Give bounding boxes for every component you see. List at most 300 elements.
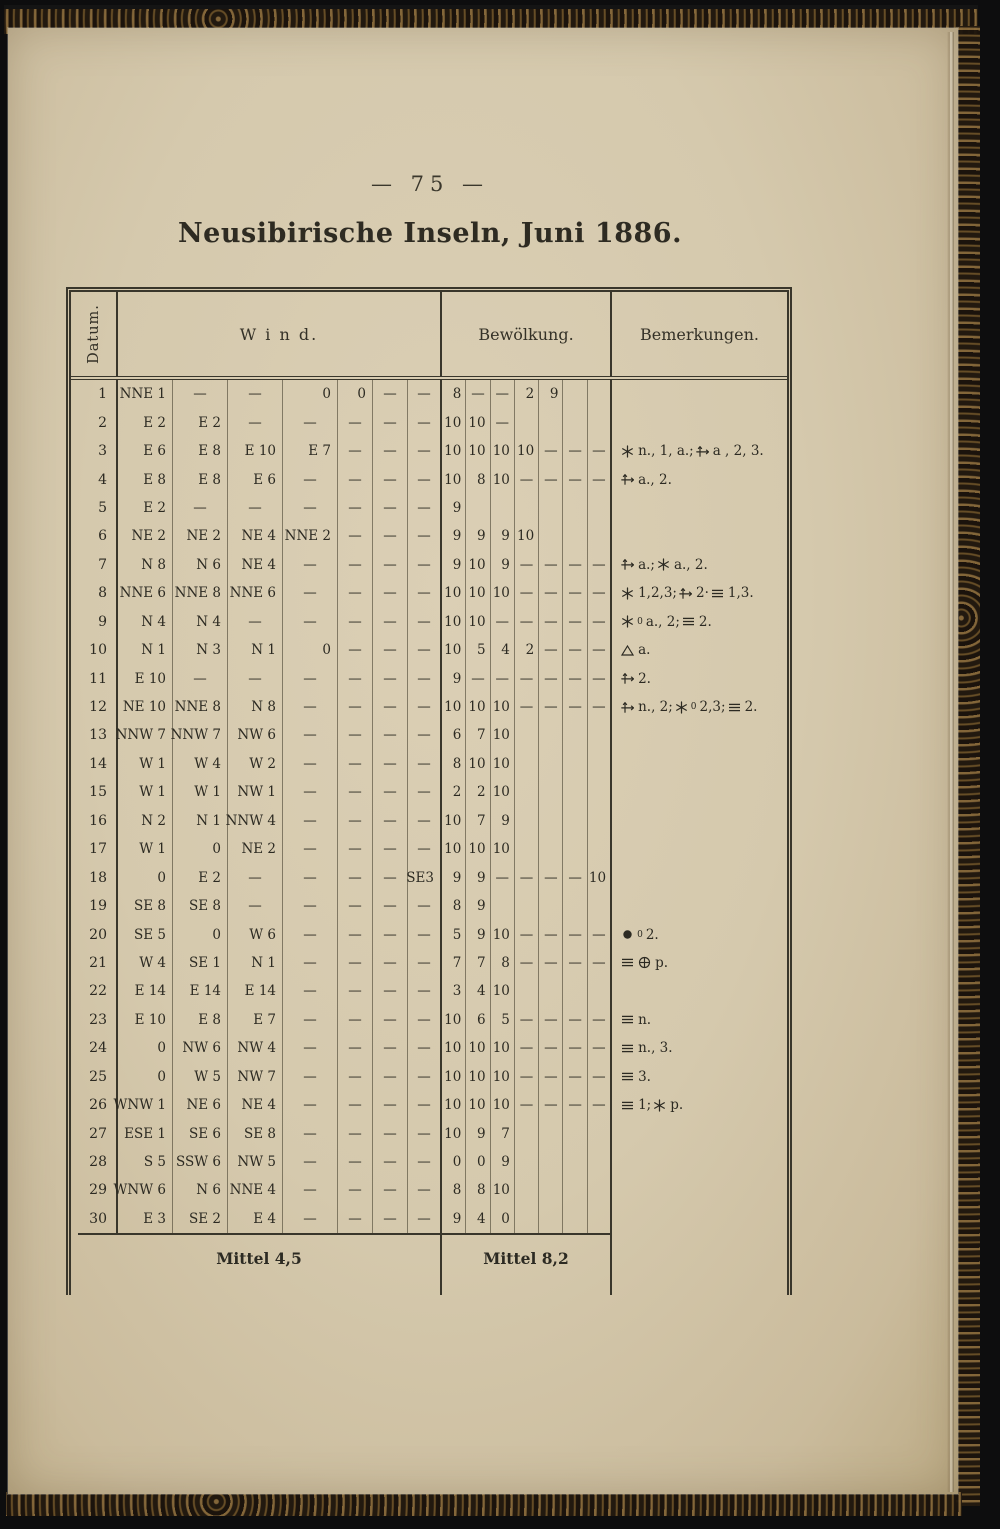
- wind-cell: —: [283, 408, 338, 436]
- wind-cell: —: [338, 494, 373, 522]
- cloud-cover-cell: 9: [466, 863, 490, 891]
- cloud-cover-cell: 10: [491, 579, 515, 607]
- cloud-cover-cell: 10: [442, 1119, 466, 1147]
- cloud-cover-cell: —: [491, 408, 515, 436]
- datum-cell: 10: [71, 636, 118, 664]
- cloud-cover-cell: —: [515, 1034, 539, 1062]
- cloud-cover-cell: 10: [466, 437, 490, 465]
- wind-cell: —: [408, 977, 442, 1005]
- cloud-cover-cell: 10: [466, 835, 490, 863]
- table-row: [71, 1034, 787, 1062]
- cloud-cover-cell: 7: [466, 807, 490, 835]
- wind-cell: 0: [338, 380, 373, 408]
- wind-cell: W 1: [118, 778, 173, 806]
- cloud-cover-cell: —: [539, 1006, 563, 1034]
- wind-cell: W 4: [118, 949, 173, 977]
- cloud-cover-cell: [539, 494, 563, 522]
- cloud-cover-cell: 9: [442, 863, 466, 891]
- wind-cell: NW 6: [228, 721, 283, 749]
- cloud-cover-cell: 10: [442, 608, 466, 636]
- wind-cell: NE 6: [173, 1091, 228, 1119]
- cloud-cover-cell: —: [588, 664, 612, 692]
- wind-cell: —: [373, 1148, 408, 1176]
- page: [8, 28, 958, 1494]
- datum-cell: 14: [71, 750, 118, 778]
- wind-cell: —: [283, 551, 338, 579]
- cloud-cover-cell: [515, 750, 539, 778]
- remarks-cell: a.; a., 2.: [612, 551, 787, 579]
- wind-cell: N 6: [173, 1176, 228, 1204]
- datum-cell: 21: [71, 949, 118, 977]
- wind-cell: —: [283, 1148, 338, 1176]
- wind-cell: —: [283, 835, 338, 863]
- cloud-cover-cell: 10: [515, 437, 539, 465]
- cloud-cover-cell: 0: [442, 1148, 466, 1176]
- cloud-cover-cell: —: [563, 465, 587, 493]
- wind-cell: —: [283, 579, 338, 607]
- remarks-cell: n., 1, a.; a , 2, 3.: [612, 437, 787, 465]
- cloud-cover-cell: 10: [466, 608, 490, 636]
- wind-cell: NW 6: [173, 1034, 228, 1062]
- wind-cell: —: [338, 1176, 373, 1204]
- wind-cell: W 2: [228, 750, 283, 778]
- wind-cell: —: [373, 1091, 408, 1119]
- wind-cell: NNE 8: [173, 579, 228, 607]
- snowdrift-arrow-icon: [621, 558, 634, 571]
- wind-cell: —: [408, 608, 442, 636]
- cloud-cover-cell: —: [563, 949, 587, 977]
- cloud-cover-cell: 10: [442, 636, 466, 664]
- wind-cell: —: [228, 892, 283, 920]
- cloud-cover-cell: 10: [491, 721, 515, 749]
- cloud-cover-cell: 0: [491, 1205, 515, 1233]
- table-row: [71, 1205, 787, 1233]
- cloud-cover-cell: —: [539, 920, 563, 948]
- wind-cell: —: [338, 1006, 373, 1034]
- cloud-cover-cell: [588, 835, 612, 863]
- table-row: [71, 636, 787, 664]
- cloud-cover-cell: —: [491, 380, 515, 408]
- cloud-cover-cell: —: [588, 949, 612, 977]
- wind-cell: —: [408, 1006, 442, 1034]
- cloud-cover-cell: 9: [442, 551, 466, 579]
- cloud-cover-cell: —: [539, 863, 563, 891]
- remarks-cell: p.: [612, 949, 787, 977]
- cloud-cover-cell: [515, 1205, 539, 1233]
- datum-cell: 28: [71, 1148, 118, 1176]
- cloud-cover-cell: 9: [491, 551, 515, 579]
- wind-cell: —: [283, 465, 338, 493]
- cloud-cover-cell: —: [515, 693, 539, 721]
- cloud-cover-cell: 7: [466, 949, 490, 977]
- cloud-cover-cell: [515, 892, 539, 920]
- wind-cell: 0: [283, 380, 338, 408]
- cloud-cover-cell: —: [588, 1091, 612, 1119]
- cloud-cover-cell: —: [588, 437, 612, 465]
- wind-cell: NW 7: [228, 1063, 283, 1091]
- cloud-cover-cell: 10: [491, 778, 515, 806]
- wind-cell: —: [408, 522, 442, 550]
- cloud-cover-cell: [563, 522, 587, 550]
- datum-cell: 8: [71, 579, 118, 607]
- cloud-cover-cell: 9: [466, 522, 490, 550]
- cloud-cover-cell: 10: [442, 693, 466, 721]
- cloud-cover-cell: —: [515, 608, 539, 636]
- remarks-cell: a.: [612, 636, 787, 664]
- cloud-cover-cell: 10: [491, 1091, 515, 1119]
- wind-cell: —: [283, 920, 338, 948]
- cloud-cover-cell: —: [539, 693, 563, 721]
- remarks-cell: [612, 494, 787, 522]
- cloud-cover-cell: —: [563, 1091, 587, 1119]
- wind-cell: —: [373, 721, 408, 749]
- datum-cell: 18: [71, 863, 118, 891]
- wind-cell: —: [283, 892, 338, 920]
- cloud-cover-cell: 10: [491, 693, 515, 721]
- snowfall-icon: [657, 558, 670, 571]
- cloud-cover-cell: —: [563, 437, 587, 465]
- wind-cell: E 7: [228, 1006, 283, 1034]
- wind-cell: —: [228, 664, 283, 692]
- wind-cell: —: [283, 1091, 338, 1119]
- cloud-cover-cell: 10: [442, 579, 466, 607]
- wind-cell: —: [373, 636, 408, 664]
- remarks-cell: [612, 835, 787, 863]
- cloud-cover-cell: [515, 835, 539, 863]
- cloud-cover-cell: 8: [491, 949, 515, 977]
- wind-cell: —: [373, 1176, 408, 1204]
- datum-cell: 29: [71, 1176, 118, 1204]
- cloud-cover-cell: [539, 1176, 563, 1204]
- cloud-cover-cell: [563, 1119, 587, 1147]
- cloud-cover-cell: [515, 494, 539, 522]
- datum-cell: 7: [71, 551, 118, 579]
- cloud-cover-cell: 10: [588, 863, 612, 891]
- wind-cell: —: [283, 1034, 338, 1062]
- cloud-cover-cell: 10: [466, 750, 490, 778]
- datum-cell: 1: [71, 380, 118, 408]
- wind-cell: —: [373, 1063, 408, 1091]
- wind-cell: NNW 7: [173, 721, 228, 749]
- cloud-cover-cell: 6: [442, 721, 466, 749]
- wind-cell: —: [338, 863, 373, 891]
- cloud-cover-cell: 5: [491, 1006, 515, 1034]
- cloud-cover-cell: 10: [491, 977, 515, 1005]
- wind-cell: —: [408, 494, 442, 522]
- wind-cell: —: [373, 380, 408, 408]
- wind-cell: —: [228, 863, 283, 891]
- wind-cell: —: [338, 408, 373, 436]
- cloud-cover-cell: 10: [491, 835, 515, 863]
- wind-cell: —: [408, 437, 442, 465]
- wind-cell: E 14: [228, 977, 283, 1005]
- wind-cell: W 5: [173, 1063, 228, 1091]
- wind-cell: 0: [118, 1063, 173, 1091]
- cloud-cover-cell: 8: [442, 1176, 466, 1204]
- wind-cell: —: [283, 693, 338, 721]
- wind-cell: —: [338, 778, 373, 806]
- wind-cell: —: [338, 920, 373, 948]
- datum-cell: 22: [71, 977, 118, 1005]
- table-row: [71, 1176, 787, 1204]
- table-row: [71, 494, 787, 522]
- wind-cell: SE 1: [173, 949, 228, 977]
- wind-cell: —: [373, 494, 408, 522]
- snowdrift-arrow-icon: [696, 445, 709, 458]
- wind-cell: —: [373, 1034, 408, 1062]
- snowfall-icon: [621, 587, 634, 600]
- wind-cell: —: [408, 1034, 442, 1062]
- wind-cell: SE3: [408, 863, 442, 891]
- remarks-cell: [612, 778, 787, 806]
- wind-cell: SE 2: [173, 1205, 228, 1233]
- cloud-cover-cell: —: [491, 863, 515, 891]
- cloud-cover-cell: —: [515, 579, 539, 607]
- datum-cell: 9: [71, 608, 118, 636]
- cloud-cover-cell: —: [588, 465, 612, 493]
- cloud-cover-cell: 9: [466, 920, 490, 948]
- cloud-cover-cell: —: [539, 1091, 563, 1119]
- cloud-cover-cell: —: [539, 465, 563, 493]
- cloud-mean-label: Mittel 8,2: [483, 1249, 569, 1269]
- wind-cell: SE 8: [228, 1119, 283, 1147]
- wind-cell: S 5: [118, 1148, 173, 1176]
- wind-cell: E 10: [118, 1006, 173, 1034]
- cloud-cover-cell: —: [563, 608, 587, 636]
- wind-cell: —: [338, 465, 373, 493]
- cloud-cover-cell: [563, 750, 587, 778]
- wind-cell: —: [338, 807, 373, 835]
- wind-cell: —: [173, 380, 228, 408]
- wind-mean-label: Mittel 4,5: [216, 1249, 302, 1269]
- cloud-cover-cell: [491, 494, 515, 522]
- cloud-cover-cell: [588, 1148, 612, 1176]
- wind-cell: —: [373, 807, 408, 835]
- datum-cell: 6: [71, 522, 118, 550]
- book-cover-edge-right: [956, 26, 980, 1506]
- cloud-cover-cell: —: [588, 1034, 612, 1062]
- remarks-cell: [612, 1119, 787, 1147]
- cloud-cover-cell: [563, 835, 587, 863]
- wind-cell: —: [283, 608, 338, 636]
- wind-cell: —: [408, 664, 442, 692]
- wind-cell: N 8: [228, 693, 283, 721]
- wind-cell: —: [408, 1205, 442, 1233]
- remarks-cell: [612, 1205, 787, 1233]
- cloud-cover-cell: —: [539, 636, 563, 664]
- cloud-cover-cell: 10: [491, 1176, 515, 1204]
- datum-cell: 20: [71, 920, 118, 948]
- header-datum-label: Datum.: [85, 304, 102, 364]
- wind-cell: E 10: [228, 437, 283, 465]
- fog-icon: [682, 615, 695, 628]
- cloud-cover-cell: 9: [442, 1205, 466, 1233]
- table-row: [71, 608, 787, 636]
- wind-cell: SE 8: [118, 892, 173, 920]
- table-row: [71, 551, 787, 579]
- cloud-cover-cell: 10: [442, 1091, 466, 1119]
- cloud-cover-cell: [563, 408, 587, 436]
- wind-cell: NE 10: [118, 693, 173, 721]
- wind-cell: —: [338, 721, 373, 749]
- cloud-cover-cell: —: [515, 551, 539, 579]
- cloud-cover-cell: [588, 807, 612, 835]
- page-title: Neusibirische Inseln, Juni 1886.: [178, 218, 682, 249]
- wind-cell: —: [408, 1148, 442, 1176]
- wind-cell: —: [338, 892, 373, 920]
- cloud-cover-cell: 8: [442, 892, 466, 920]
- wind-cell: —: [373, 664, 408, 692]
- wind-cell: N 1: [118, 636, 173, 664]
- wind-cell: 0: [173, 920, 228, 948]
- wind-cell: NNW 7: [118, 721, 173, 749]
- cloud-cover-cell: 10: [491, 920, 515, 948]
- cloud-cover-cell: [539, 977, 563, 1005]
- wind-cell: —: [283, 949, 338, 977]
- wind-cell: —: [373, 522, 408, 550]
- wind-cell: —: [408, 920, 442, 948]
- cloud-cover-cell: —: [539, 579, 563, 607]
- wind-cell: —: [408, 408, 442, 436]
- cloud-cover-cell: 7: [491, 1119, 515, 1147]
- table-row: [71, 835, 787, 863]
- wind-cell: —: [338, 664, 373, 692]
- wind-cell: —: [373, 437, 408, 465]
- remarks-cell: 1; p.: [612, 1091, 787, 1119]
- wind-cell: —: [283, 664, 338, 692]
- cloud-cover-cell: —: [588, 636, 612, 664]
- cloud-cover-cell: —: [515, 920, 539, 948]
- wind-cell: E 7: [283, 437, 338, 465]
- wind-cell: E 2: [118, 408, 173, 436]
- remarks-cell: 0 2.: [612, 920, 787, 948]
- wind-cell: NE 2: [173, 522, 228, 550]
- wind-cell: NE 4: [228, 551, 283, 579]
- wind-cell: N 1: [173, 807, 228, 835]
- wind-cell: NNE 6: [228, 579, 283, 607]
- remarks-cell: [612, 721, 787, 749]
- cloud-cover-cell: —: [588, 579, 612, 607]
- snowfall-icon: [621, 445, 634, 458]
- wind-cell: —: [338, 1119, 373, 1147]
- cloud-cover-cell: 8: [466, 1176, 490, 1204]
- cloud-cover-cell: [539, 807, 563, 835]
- wind-cell: E 4: [228, 1205, 283, 1233]
- cloud-cover-cell: 9: [442, 494, 466, 522]
- cloud-cover-cell: 10: [442, 807, 466, 835]
- cloud-cover-cell: [539, 522, 563, 550]
- table-row: [71, 1006, 787, 1034]
- cloud-cover-cell: 10: [442, 408, 466, 436]
- cloud-cover-cell: 8: [466, 465, 490, 493]
- cloud-cover-cell: [563, 892, 587, 920]
- weather-observation-table: [66, 287, 792, 1295]
- wind-cell: W 4: [173, 750, 228, 778]
- wind-cell: —: [228, 380, 283, 408]
- cloud-cover-cell: [515, 1148, 539, 1176]
- cloud-cover-cell: —: [563, 863, 587, 891]
- cloud-cover-cell: [588, 977, 612, 1005]
- remarks-cell: [612, 522, 787, 550]
- wind-cell: NW 5: [228, 1148, 283, 1176]
- wind-cell: 0: [118, 863, 173, 891]
- cloud-cover-cell: 10: [466, 1034, 490, 1062]
- cloud-cover-cell: [515, 977, 539, 1005]
- wind-cell: —: [373, 465, 408, 493]
- header-bemerkungen: Bemerkungen.: [640, 324, 759, 344]
- wind-cell: NE 2: [118, 522, 173, 550]
- cloud-cover-cell: [588, 1119, 612, 1147]
- wind-cell: NNE 6: [118, 579, 173, 607]
- cloud-cover-cell: [588, 494, 612, 522]
- cloud-cover-cell: —: [588, 1063, 612, 1091]
- cloud-cover-cell: [588, 750, 612, 778]
- header-wind: W i n d.: [118, 292, 442, 376]
- cloud-cover-cell: 10: [442, 835, 466, 863]
- wind-cell: —: [338, 693, 373, 721]
- remarks-cell: [612, 408, 787, 436]
- cloud-cover-cell: [563, 721, 587, 749]
- wind-cell: NE 4: [228, 522, 283, 550]
- wind-cell: E 8: [173, 465, 228, 493]
- cloud-cover-cell: 2: [466, 778, 490, 806]
- wind-cell: 0: [118, 1034, 173, 1062]
- cloud-cover-cell: 9: [442, 664, 466, 692]
- wind-cell: NE 2: [228, 835, 283, 863]
- cloud-cover-cell: —: [515, 1006, 539, 1034]
- wind-cell: —: [338, 977, 373, 1005]
- wind-cell: —: [338, 750, 373, 778]
- cloud-cover-cell: [491, 892, 515, 920]
- remarks-cell: n.: [612, 1006, 787, 1034]
- datum-cell: 3: [71, 437, 118, 465]
- wind-cell: 0: [283, 636, 338, 664]
- wind-cell: —: [173, 664, 228, 692]
- header-bewoelkung: Bewölkung.: [442, 292, 612, 376]
- wind-cell: —: [338, 636, 373, 664]
- cloud-cover-cell: 4: [466, 977, 490, 1005]
- cloud-cover-cell: —: [563, 664, 587, 692]
- wind-cell: —: [373, 579, 408, 607]
- cloud-cover-cell: 9: [491, 522, 515, 550]
- cloud-cover-cell: [588, 721, 612, 749]
- wind-cell: —: [408, 750, 442, 778]
- cloud-cover-cell: [515, 1176, 539, 1204]
- cloud-cover-cell: 10: [466, 1063, 490, 1091]
- datum-cell: 24: [71, 1034, 118, 1062]
- table-row: [71, 863, 787, 891]
- cloud-cover-cell: —: [515, 1063, 539, 1091]
- cloud-cover-cell: —: [588, 608, 612, 636]
- remarks-cell: [612, 807, 787, 835]
- snowdrift-arrow-icon: [621, 473, 634, 486]
- cloud-cover-cell: —: [466, 380, 490, 408]
- datum-cell: 11: [71, 664, 118, 692]
- cloud-cover-cell: 9: [539, 380, 563, 408]
- light-rain-icon: [621, 928, 634, 941]
- wind-cell: —: [408, 551, 442, 579]
- wind-cell: —: [373, 1205, 408, 1233]
- wind-cell: —: [408, 807, 442, 835]
- datum-cell: 19: [71, 892, 118, 920]
- wind-cell: —: [283, 721, 338, 749]
- cloud-cover-cell: —: [563, 1063, 587, 1091]
- cloud-cover-cell: —: [588, 693, 612, 721]
- remarks-cell: n., 2; 0 2,3; 2.: [612, 693, 787, 721]
- cloud-cover-cell: [563, 1148, 587, 1176]
- wind-cell: E 10: [118, 664, 173, 692]
- wind-mean-cell: [78, 1233, 442, 1295]
